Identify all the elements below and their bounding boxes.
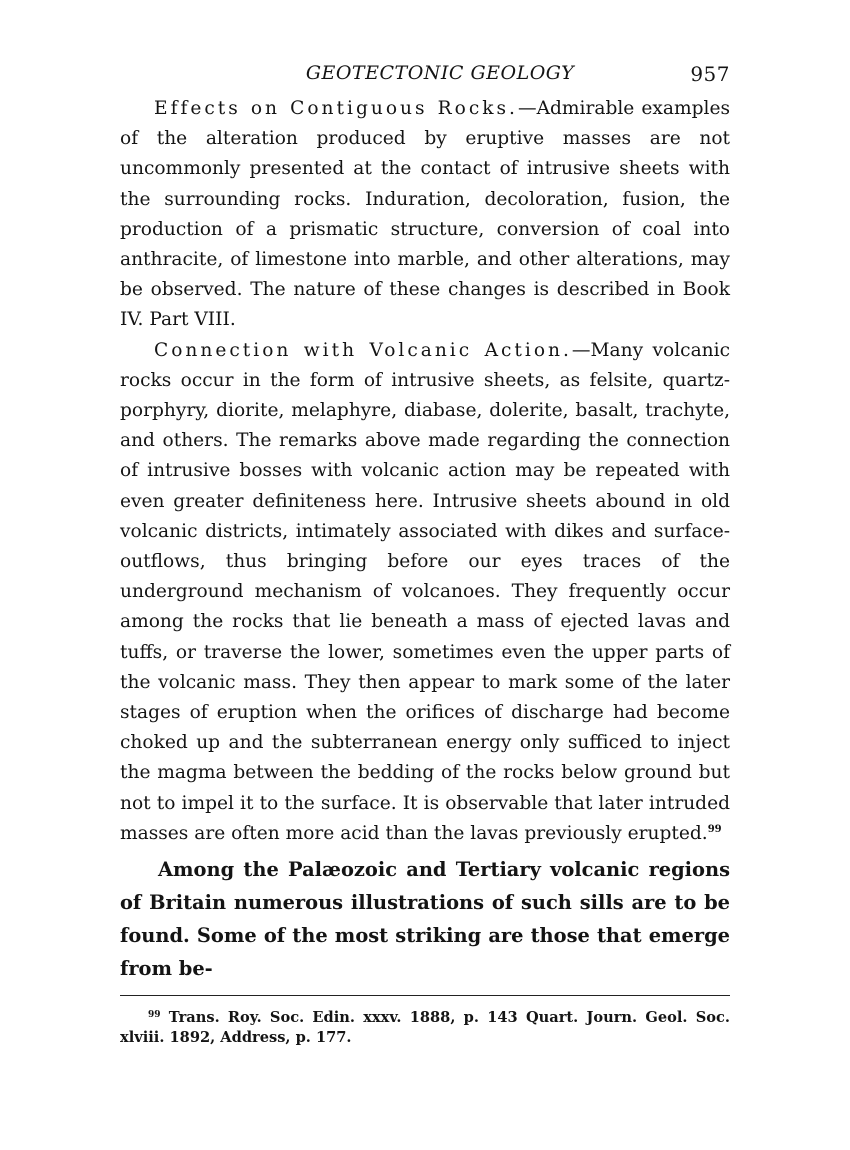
paragraph-volcanic-action — [120, 336, 730, 849]
footnote-divider — [120, 995, 730, 996]
paragraph-text: Among the Palæozoic and Tertiary volcanic regions of Britain numerous illustrations of such sills are to be found. Some of the most striking are those that emerge from be- — [120, 858, 730, 981]
section-heading: Effects on Contiguous Rocks. — [154, 98, 518, 119]
running-header — [120, 60, 730, 94]
footnote — [120, 1008, 730, 1048]
footnote-text: Trans. Roy. Soc. Edin. xxxv. 1888, p. 143 Quart. Journ. Geol. Soc. xlviii. 1892, Address, p. 177. — [120, 1009, 730, 1047]
paragraph-palaeozoic-regions — [120, 853, 730, 985]
section-heading: Connection with Volcanic Action. — [154, 339, 572, 361]
footnote-marker: 99 — [148, 1010, 161, 1021]
running-title: GEOTECTONIC GEOLOGY — [305, 62, 575, 84]
page-number: 957 — [690, 62, 730, 86]
paragraph-text: —Admirable examples of the alteration produced by eruptive masses are not uncommonly presented at the contact of intrusive sheets with the surrounding rocks. Induration, decoloration, fusion, the production of a prismatic structure, conversion of coal into anthracite, of limestone into marble, and other alterations, may be observed. The nature of these changes is described in Book IV. Part VIII. — [120, 98, 730, 331]
book-page — [120, 60, 730, 1048]
paragraph-text: —Many volcanic rocks occur in the form of intrusive sheets, as felsite, quartz-porphyry, diorite, melaphyre, diabase, dolerite, basalt, trachyte, and others. The remarks above made regarding the connection of intrusive bosses with volcanic action may be repeated with even greater definiteness here. Intrusive sheets abound in old volcanic districts, intimately associated with dikes and surface-outflows, thus bringing before our eyes traces of the underground mechanism of volcanoes. They frequently occur among the rocks that lie beneath a mass of ejected lavas and tuffs, or traverse the lower, sometimes even the upper parts of the volcanic mass. They then appear to mark some of the later stages of eruption when the orifices of discharge had become choked up and the subterranean energy only sufficed to inject the magma between the bedding of the rocks below ground but not to impel it to the surface. It is observable that later intruded masses are often more acid than the lavas previously erupted. — [120, 339, 730, 844]
paragraph-contiguous-rocks — [120, 94, 730, 336]
body-text — [120, 94, 730, 985]
footnote-reference: 99 — [707, 823, 722, 835]
